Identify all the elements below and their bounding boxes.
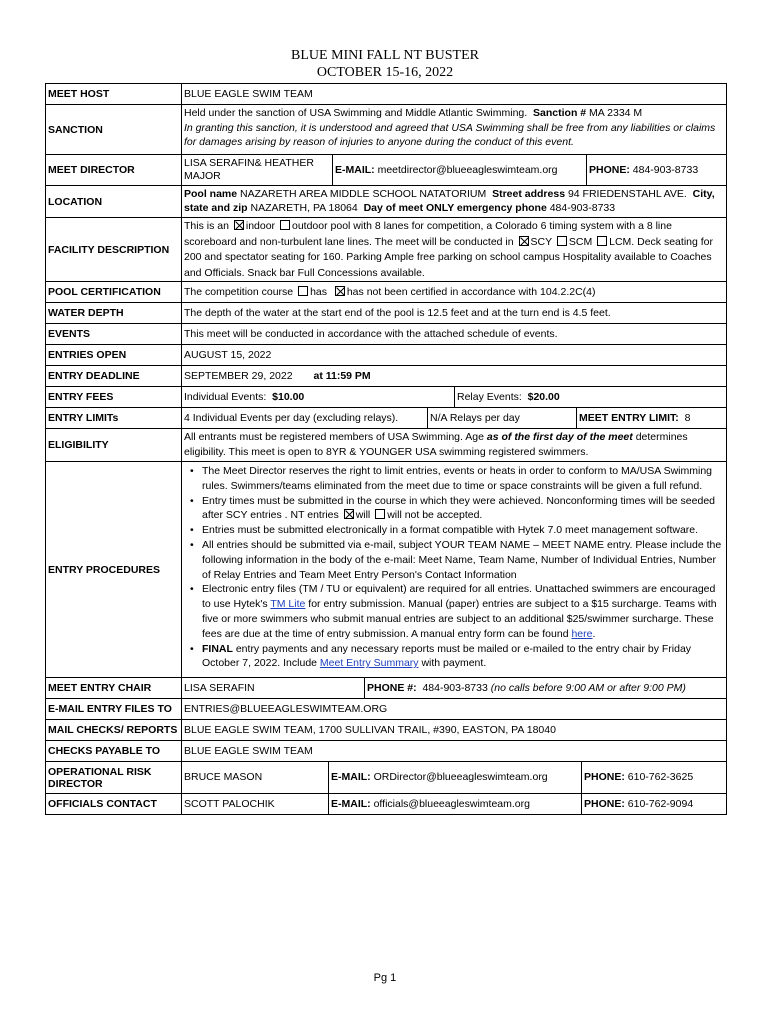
value-sanction <box>181 105 727 154</box>
procedure-5-text-2: for entry submission. Manual (paper) entries are subject to a $15 surcharge. Teams with five or more swimmers who submit manual entries are subject to an additional $25/swimmer surcharge. These fees are due at the time of entry submission. A manual entry form can be found <box>202 598 717 640</box>
entry-chair-call-note: (no calls before 9:00 AM or after 9:00 PM) <box>490 681 686 694</box>
entry-chair-name: LISA SERAFIN <box>184 681 255 694</box>
label-risk-director: OPERATIONAL RISK DIRECTOR <box>45 762 181 793</box>
value-facility <box>181 218 727 281</box>
value-meet-director <box>181 155 727 185</box>
label-entry-chair: MEET ENTRY CHAIR <box>45 678 181 698</box>
label-water-depth: WATER DEPTH <box>45 303 181 323</box>
value-mail-checks: BLUE EAGLE SWIM TEAM, 1700 SULLIVAN TRAIL, #390, EASTON, PA 18040 <box>181 720 727 740</box>
label-checks-payable: CHECKS PAYABLE TO <box>45 741 181 761</box>
pool-name-label: Pool name <box>184 188 238 200</box>
director-phone-label: PHONE: <box>589 163 630 176</box>
label-email-files: E-MAIL ENTRY FILES TO <box>45 699 181 719</box>
meet-entry-summary-link[interactable]: Meet Entry Summary <box>319 657 419 670</box>
procedure-2-text: Entry times must be submitted in the course in which they were achieved. Nonconforming times will be seeded after SCY entries . NT entries <box>202 494 715 522</box>
cert-text-1: The competition course <box>184 286 294 298</box>
risk-director-phone-cell <box>581 762 726 793</box>
row-location <box>45 185 727 217</box>
risk-director-phone: 610-762-3625 <box>627 771 694 784</box>
row-entry-deadline <box>45 365 727 386</box>
row-meet-director <box>45 154 727 185</box>
label-location: LOCATION <box>45 186 181 217</box>
risk-director-email[interactable]: ORDirector@blueeagleswimteam.org <box>373 771 548 784</box>
deadline-time: at 11:59 PM <box>313 370 371 382</box>
officials-name: SCOTT PALOCHIK <box>184 797 275 810</box>
procedure-5-text: Electronic entry files (TM / TU or equivalent) are required for all entries. Unattached swimmers are encouraged to use Hytek's <box>202 583 716 611</box>
row-entry-fees <box>45 386 727 407</box>
director-names: LISA SERAFIN& HEATHER MAJOR <box>184 157 314 182</box>
value-checks-payable: BLUE EAGLE SWIM TEAM <box>181 741 727 761</box>
cert-text-2: has not been certified in accordance with 104.2.2C(4) <box>346 286 596 298</box>
row-events <box>45 323 727 344</box>
row-water-depth <box>45 302 727 323</box>
value-entry-fees <box>181 387 727 407</box>
value-eligibility <box>181 429 727 461</box>
row-eligibility <box>45 428 727 461</box>
director-email[interactable]: meetdirector@blueeagleswimteam.org <box>377 163 558 176</box>
row-officials <box>45 793 727 815</box>
meet-limit-label: MEET ENTRY LIMIT: <box>579 411 679 424</box>
label-sanction: SANCTION <box>45 105 181 154</box>
risk-director-phone-label: PHONE: <box>584 771 625 784</box>
label-entry-limits: ENTRY LIMITs <box>45 408 181 428</box>
value-location <box>181 186 727 217</box>
street-address: 94 FRIEDENSTAHL AVE. <box>567 188 687 200</box>
relay-fee-label: Relay Events: <box>457 390 522 403</box>
has-label: has <box>310 286 327 298</box>
facility-text-2: outdoor pool with 8 lanes for competition, a Colorado 6 timing system with a 8 line scoreboard and non-turbulent lane lines. The meet will be conducted in <box>184 220 672 248</box>
risk-director-email-cell <box>328 762 581 793</box>
director-email-label: E-MAIL: <box>335 163 375 176</box>
row-checks-payable <box>45 740 727 761</box>
list-item: • The Meet Director reserves the right to limit entries, events or heats in order to conform to MA/USA Swimming rules. Swimmers/teams eliminated from the meet due to time or space constraints will be given a full refund. <box>184 464 724 494</box>
city-label: City, state and zip <box>184 188 715 214</box>
eligibility-text-2: determines eligibility. This meet is open to 8YR & YOUNGER USA swimming registered swimmers. <box>184 431 688 458</box>
has-checkbox[interactable] <box>298 286 308 296</box>
row-mail-checks <box>45 719 727 740</box>
procedures-list <box>184 464 724 671</box>
value-pool-certification <box>181 282 727 302</box>
scm-label: SCM <box>568 235 593 248</box>
eligibility-emphasis: as of the first day of the meet <box>486 431 633 443</box>
entry-chair-phone: 484-903-8733 <box>422 681 488 694</box>
label-events: EVENTS <box>45 324 181 344</box>
meet-limit: 8 <box>684 411 691 424</box>
value-events: This meet will be conducted in accordance with the attached schedule of events. <box>181 324 727 344</box>
label-meet-host: MEET HOST <box>45 84 181 104</box>
value-entry-deadline <box>181 366 727 386</box>
list-item <box>184 642 724 672</box>
relay-fee: $20.00 <box>527 390 560 403</box>
value-officials <box>181 794 727 814</box>
relay-fee-cell <box>454 387 726 407</box>
label-eligibility: ELIGIBILITY <box>45 429 181 461</box>
individual-fee-cell <box>182 387 454 407</box>
label-pool-certification: POOL CERTIFICATION <box>45 282 181 302</box>
eligibility-text-1: All entrants must be registered members of USA Swimming. Age <box>184 431 484 443</box>
list-item: • All entries should be submitted via e-mail, subject YOUR TEAM NAME – MEET NAME entry. Please include the following information in the body of the e-mail: Meet Name, Team Name, Number of Individual Entries, Number of Relay Entries and Team Meet Entry Person's Contact Information <box>184 538 724 582</box>
outdoor-checkbox[interactable] <box>280 220 290 230</box>
row-sanction <box>45 104 727 154</box>
row-meet-host <box>45 83 727 104</box>
label-meet-director: MEET DIRECTOR <box>45 155 181 185</box>
sanction-number: MA 2334 M <box>589 107 643 119</box>
label-entries-open: ENTRIES OPEN <box>45 345 181 365</box>
street-label: Street address <box>492 188 566 200</box>
value-entry-procedures <box>181 462 727 677</box>
deadline-date: SEPTEMBER 29, 2022 <box>184 370 293 382</box>
scm-checkbox[interactable] <box>557 236 567 246</box>
relay-limit: N/A Relays per day <box>427 408 576 428</box>
has-not-checkbox[interactable] <box>335 286 345 296</box>
label-entry-procedures: ENTRY PROCEDURES <box>45 462 181 677</box>
meet-info-table <box>45 83 727 815</box>
officials-email[interactable]: officials@blueeagleswimteam.org <box>373 797 530 810</box>
document-title: BLUE MINI FALL NT BUSTER <box>291 48 479 63</box>
row-entry-procedures <box>45 461 727 677</box>
pool-name: NAZARETH AREA MIDDLE SCHOOL NATATORIUM <box>240 188 487 200</box>
facility-text-3: LCM. Deck seating for 200 and spectator seating for 160. Parking Ample free parking on school campus Hospitality available to Coaches and Officials. Snack bar Full Concessions available. <box>184 235 713 279</box>
emergency-phone-label: Day of meet ONLY emergency phone <box>363 202 547 214</box>
officials-phone-cell <box>581 794 726 814</box>
director-email-cell <box>332 155 586 185</box>
nt-will-label: will <box>355 509 371 522</box>
value-entry-chair <box>181 678 727 698</box>
manual-entry-form-link[interactable]: here <box>571 627 593 640</box>
document-date: OCTOBER 15-16, 2022 <box>316 65 454 80</box>
row-entry-chair <box>45 677 727 698</box>
list-item <box>184 494 724 524</box>
procedure-6-text: entry payments and any necessary reports must be mailed or e-mailed to the entry chair by Friday October 7, 2022. Include <box>202 642 692 670</box>
director-phone-cell <box>586 155 726 185</box>
row-facility <box>45 217 727 281</box>
procedure-6-tail: with payment. <box>421 657 487 670</box>
risk-director-name: BRUCE MASON <box>184 771 263 784</box>
procedure-2-tail: will not be accepted. <box>387 509 483 522</box>
nt-will-not-checkbox[interactable] <box>375 509 385 519</box>
individual-fee-label: Individual Events: <box>184 390 267 403</box>
label-officials: OFFICIALS CONTACT <box>45 794 181 814</box>
risk-director-email-label: E-MAIL: <box>331 771 371 784</box>
label-mail-checks: MAIL CHECKS/ REPORTS <box>45 720 181 740</box>
individual-fee: $10.00 <box>272 390 305 403</box>
value-water-depth: The depth of the water at the start end of the pool is 12.5 feet and at the turn end is 4.5 feet. <box>181 303 727 323</box>
emergency-phone: 484-903-8733 <box>549 202 616 214</box>
row-pool-certification <box>45 281 727 302</box>
individual-limit: 4 Individual Events per day (excluding relays). <box>184 411 399 424</box>
facility-text-1: This is an <box>184 220 229 232</box>
tm-lite-link[interactable]: TM Lite <box>270 598 306 611</box>
row-email-files <box>45 698 727 719</box>
page-number: Pg 1 <box>373 972 397 984</box>
officials-phone: 610-762-9094 <box>627 797 694 810</box>
lcm-checkbox[interactable] <box>597 236 607 246</box>
sanction-text: Held under the sanction of USA Swimming and Middle Atlantic Swimming. <box>184 107 528 119</box>
sanction-number-label: Sanction # <box>533 107 587 119</box>
label-facility: FACILITY DESCRIPTION <box>45 218 181 281</box>
director-phone: 484-903-8733 <box>632 163 699 176</box>
indoor-checkbox[interactable] <box>234 220 244 230</box>
value-email-files[interactable]: ENTRIES@BLUEEAGLESWIMTEAM.ORG <box>181 699 727 719</box>
indoor-label: indoor <box>245 220 276 232</box>
label-entry-fees: ENTRY FEES <box>45 387 181 407</box>
list-item: • Entries must be submitted electronically in a format compatible with Hytek 7.0 meet management software. <box>184 523 724 538</box>
value-entries-open: AUGUST 15, 2022 <box>181 345 727 365</box>
row-entry-limits <box>45 407 727 428</box>
row-entries-open <box>45 344 727 365</box>
meet-limit-cell <box>576 408 726 428</box>
value-entry-limits <box>181 408 727 428</box>
value-risk-director <box>181 762 727 793</box>
nt-will-checkbox[interactable] <box>344 509 354 519</box>
sanction-disclaimer: In granting this sanction, it is understood and agreed that USA Swimming shall be free from any liabilities or claims for damages arising by reason of injuries to anyone during the conduct of this event. <box>184 121 716 148</box>
scy-checkbox[interactable] <box>519 236 529 246</box>
entry-chair-phone-cell <box>364 678 726 698</box>
officials-email-label: E-MAIL: <box>331 797 371 810</box>
entry-chair-phone-label: PHONE #: <box>367 681 417 694</box>
final-label: FINAL <box>202 642 233 655</box>
row-risk-director <box>45 761 727 793</box>
list-item: • Electronic entry files (TM / TU or equivalent) are required for all entries. Unattached swimmers are encouraged to use Hytek's TM Lite for entry submission. Manual (paper) entries are subject to a $15 surcharge. Teams with five or more swimmers who submit manual entries are subject to an additional $25/swimmer surcharge. These fees are due at the time of entry submission. A manual entry form can be found here. <box>184 582 724 641</box>
officials-email-cell <box>328 794 581 814</box>
label-entry-deadline: ENTRY DEADLINE <box>45 366 181 386</box>
scy-label: SCY <box>530 235 552 248</box>
city-state-zip: NAZARETH, PA 18064 <box>250 202 358 214</box>
value-meet-host: BLUE EAGLE SWIM TEAM <box>181 84 727 104</box>
officials-phone-label: PHONE: <box>584 797 625 810</box>
